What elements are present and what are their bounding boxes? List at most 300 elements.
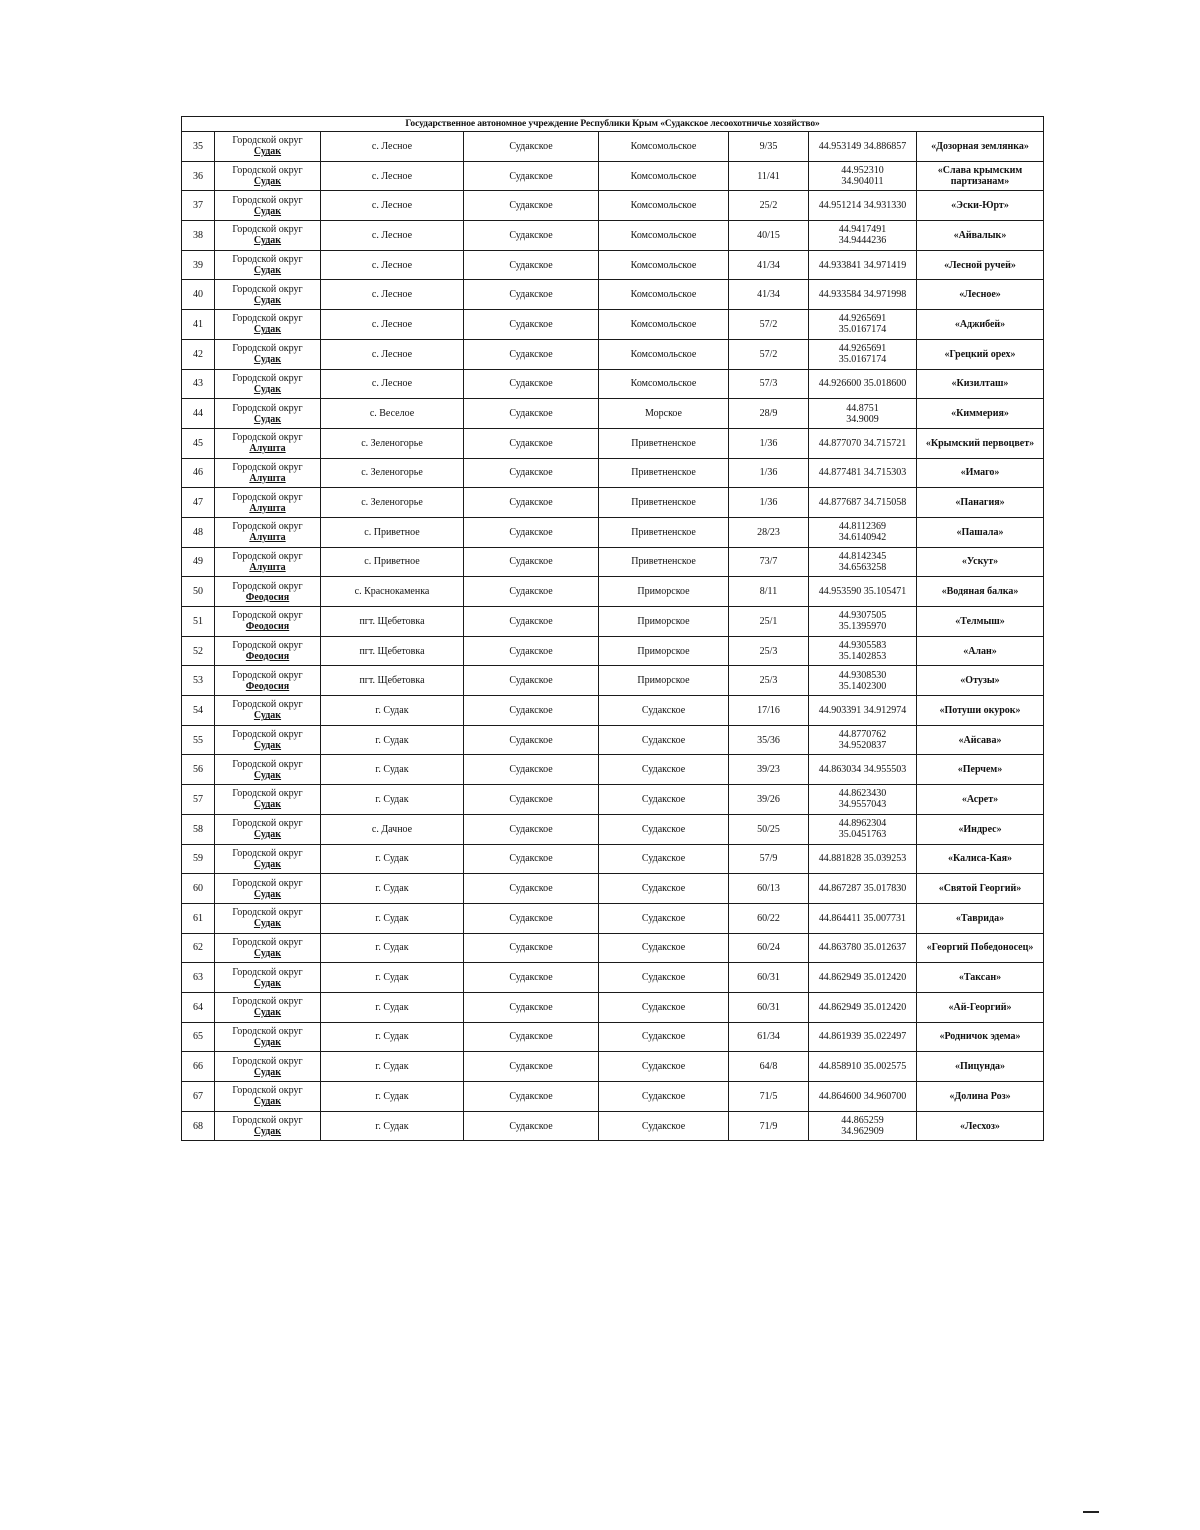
coordinate-line: 35.1402853 [838,651,887,663]
municipal-district-line: Судак [253,740,282,752]
table-row [182,488,1044,518]
table-row [182,1111,1044,1141]
municipal-district-line: Судак [253,1096,282,1108]
object-name [917,814,1044,844]
object-name [917,161,1044,191]
quarter: 57/2 [729,310,809,340]
object-name-line: «Лесное» [959,289,1001,301]
municipal-district [215,903,321,933]
forest-district: Судакское [599,696,729,726]
quarter: 60/22 [729,903,809,933]
object-name-line: «Святой Георгий» [938,883,1022,895]
municipal-district-line: Судак [253,146,282,158]
coordinates [809,517,917,547]
forestry: Судакское [464,874,599,904]
settlement: г. Судак [321,874,464,904]
coordinate-line: 44.8751 [846,402,879,414]
object-name [917,369,1044,399]
coordinate-line: 35.1402300 [838,680,887,692]
forestry: Судакское [464,696,599,726]
quarter: 41/34 [729,250,809,280]
forest-district: Приветненское [599,428,729,458]
table-row [182,339,1044,369]
coordinate-line: 34.9009 [846,413,879,425]
forestry: Судакское [464,428,599,458]
row-number: 42 [182,339,215,369]
settlement: с. Зеленогорье [321,428,464,458]
settlement: г. Судак [321,903,464,933]
municipal-district-line: Городской округ [232,729,303,741]
coordinate-line: 44.953590 35.105471 [818,586,907,598]
row-number: 39 [182,250,215,280]
municipal-district [215,458,321,488]
object-name [917,221,1044,251]
object-name-line: «Панагия» [955,497,1005,509]
municipal-district-line: Алушта [249,502,286,514]
object-name-line: «Телмыш» [955,615,1005,627]
forest-district: Комсомольское [599,280,729,310]
forestry: Судакское [464,1052,599,1082]
forestry: Судакское [464,666,599,696]
table-header-row [182,117,1044,132]
quarter: 25/2 [729,191,809,221]
forest-district: Приморское [599,577,729,607]
quarter: 60/31 [729,992,809,1022]
coordinate-line: 35.0167174 [838,354,887,366]
object-name-line: «Асрет» [961,793,999,805]
forestry: Судакское [464,814,599,844]
municipal-district-line: Судак [253,1126,282,1138]
coordinate-line: 44.861939 35.022497 [818,1031,907,1043]
settlement: г. Судак [321,963,464,993]
municipal-district [215,547,321,577]
table-row [182,903,1044,933]
object-name-line: «Родничок эдема» [939,1031,1021,1043]
municipal-district-line: Алушта [249,532,286,544]
municipal-district-line: Судак [253,324,282,336]
object-name-line: «Айсава» [958,734,1002,746]
coordinates [809,339,917,369]
settlement: г. Судак [321,696,464,726]
coordinate-line: 44.9265691 [838,343,887,355]
settlement: с. Приветное [321,547,464,577]
quarter: 60/31 [729,963,809,993]
municipal-district-line: Судак [253,888,282,900]
coordinate-line: 34.6140942 [838,532,887,544]
row-number: 64 [182,992,215,1022]
municipal-district-line: Городской округ [232,907,303,919]
coordinates [809,963,917,993]
municipal-district-line: Судак [253,769,282,781]
forestry: Судакское [464,755,599,785]
object-name-line: «Ай-Георгий» [948,1001,1012,1013]
forestry: Судакское [464,191,599,221]
municipal-district-line: Городской округ [232,966,303,978]
municipal-district [215,607,321,637]
forest-district: Судакское [599,725,729,755]
object-name [917,666,1044,696]
municipal-district [215,280,321,310]
quarter: 17/16 [729,696,809,726]
quarter: 41/34 [729,280,809,310]
settlement: г. Судак [321,992,464,1022]
coordinate-line: 34.9520837 [838,740,887,752]
quarter: 35/36 [729,725,809,755]
coordinate-line: 44.9308530 [838,669,887,681]
row-number: 45 [182,428,215,458]
coordinates [809,933,917,963]
object-name [917,844,1044,874]
forest-district: Приморское [599,607,729,637]
municipal-district [215,636,321,666]
coordinates [809,488,917,518]
coordinates [809,458,917,488]
forestry: Судакское [464,1082,599,1112]
municipal-district [215,221,321,251]
row-number: 65 [182,1022,215,1052]
municipal-district-line: Городской округ [232,550,303,562]
coordinates [809,874,917,904]
quarter: 28/23 [729,517,809,547]
coordinates [809,250,917,280]
settlement: с. Лесное [321,132,464,162]
forestry: Судакское [464,577,599,607]
object-name [917,874,1044,904]
coordinate-line: 44.8142345 [838,550,887,562]
municipal-district-line: Алушта [249,561,286,573]
municipal-district [215,963,321,993]
object-name [917,488,1044,518]
object-name-line: «Грецкий орех» [944,348,1016,360]
municipal-district-line: Городской округ [232,758,303,770]
object-name-line: «Айвалык» [953,229,1007,241]
municipal-district-line: Феодосия [245,651,290,663]
row-number: 50 [182,577,215,607]
municipal-district-line: Городской округ [232,1115,303,1127]
settlement: г. Судак [321,933,464,963]
municipal-district [215,1052,321,1082]
object-name [917,399,1044,429]
settlement: с. Лесное [321,221,464,251]
municipal-district-line: Городской округ [232,640,303,652]
coordinate-line: 34.962909 [841,1126,884,1138]
municipal-district [215,992,321,1022]
coordinate-line: 44.9417491 [838,224,887,236]
row-number: 55 [182,725,215,755]
table-row [182,517,1044,547]
forest-district: Комсомольское [599,250,729,280]
coordinate-line: 44.858910 35.002575 [818,1061,907,1073]
municipal-district [215,191,321,221]
municipal-district [215,517,321,547]
forest-district: Комсомольское [599,369,729,399]
settlement: с. Зеленогорье [321,488,464,518]
coordinates [809,1052,917,1082]
forestry: Судакское [464,963,599,993]
municipal-district-line: Городской округ [232,521,303,533]
row-number: 68 [182,1111,215,1141]
municipal-district-line: Городской округ [232,788,303,800]
object-name [917,428,1044,458]
table-row [182,1052,1044,1082]
coordinate-line: 44.926600 35.018600 [818,378,907,390]
municipal-district-line: Городской округ [232,313,303,325]
municipal-district [215,933,321,963]
table-row [182,547,1044,577]
municipal-district-line: Алушта [249,472,286,484]
row-number: 61 [182,903,215,933]
object-name [917,1111,1044,1141]
municipal-district-line: Городской округ [232,254,303,266]
municipal-district-line: Городской округ [232,996,303,1008]
object-name-line: «Таксан» [958,972,1002,984]
municipal-district-line: Городской округ [232,372,303,384]
settlement: г. Судак [321,785,464,815]
table-row [182,696,1044,726]
quarter: 50/25 [729,814,809,844]
forest-district: Судакское [599,874,729,904]
quarter: 11/41 [729,161,809,191]
municipal-district-line: Городской округ [232,580,303,592]
coordinates [809,369,917,399]
forestry: Судакское [464,221,599,251]
municipal-district-line: Судак [253,265,282,277]
municipal-district-line: Городской округ [232,877,303,889]
municipal-district-line: Городской округ [232,699,303,711]
coordinate-line: 44.864600 34.960700 [818,1090,907,1102]
municipal-district [215,874,321,904]
forest-district: Судакское [599,785,729,815]
forest-district: Приморское [599,666,729,696]
municipal-district [215,814,321,844]
object-name [917,191,1044,221]
settlement: с. Лесное [321,310,464,340]
row-number: 67 [182,1082,215,1112]
municipal-district-line: Судак [253,710,282,722]
quarter: 39/26 [729,785,809,815]
object-name-line: «Водяная балка» [941,586,1019,598]
forestry: Судакское [464,903,599,933]
forest-district: Судакское [599,903,729,933]
object-name-line: «Таврида» [955,912,1005,924]
municipal-district-line: Городской округ [232,818,303,830]
municipal-district-line: Судак [253,205,282,217]
coordinates [809,1082,917,1112]
forestry: Судакское [464,161,599,191]
quarter: 57/2 [729,339,809,369]
municipal-district-line: Городской округ [232,343,303,355]
quarter: 60/24 [729,933,809,963]
object-name-line: «Потуши окурок» [939,704,1021,716]
forestry: Судакское [464,369,599,399]
municipal-district-line: Городской округ [232,669,303,681]
object-name-line: «Калиса-Кая» [948,853,1012,865]
coordinate-line: 44.881828 35.039253 [818,853,907,865]
coordinates [809,755,917,785]
row-number: 53 [182,666,215,696]
object-name [917,636,1044,666]
object-name [917,696,1044,726]
forest-district: Судакское [599,844,729,874]
object-name [917,517,1044,547]
settlement: г. Судак [321,755,464,785]
municipal-district [215,250,321,280]
forest-district: Судакское [599,755,729,785]
object-name [917,963,1044,993]
coordinate-line: 44.9265691 [838,313,887,325]
municipal-district [215,1082,321,1112]
forest-district: Приморское [599,636,729,666]
municipal-district-line: Судак [253,799,282,811]
page-dash-mark [1083,1511,1099,1513]
settlement: г. Судак [321,844,464,874]
quarter: 64/8 [729,1052,809,1082]
municipal-district [215,369,321,399]
municipal-district-line: Городской округ [232,135,303,147]
coordinates [809,547,917,577]
object-name-line: «Аджибей» [954,318,1006,330]
quarter: 71/5 [729,1082,809,1112]
quarter: 25/1 [729,607,809,637]
settlement: с. Лесное [321,191,464,221]
table-row [182,458,1044,488]
object-name [917,992,1044,1022]
coordinates [809,310,917,340]
row-number: 62 [182,933,215,963]
municipal-district-line: Городской округ [232,847,303,859]
forest-district: Судакское [599,1052,729,1082]
forest-district: Комсомольское [599,191,729,221]
municipal-district [215,666,321,696]
settlement: г. Судак [321,1052,464,1082]
coordinates [809,844,917,874]
municipal-district [215,399,321,429]
row-number: 35 [182,132,215,162]
row-number: 66 [182,1052,215,1082]
table-row [182,191,1044,221]
municipal-district-line: Судак [253,354,282,366]
object-name-line: «Лесхоз» [960,1120,1000,1132]
forestry: Судакское [464,488,599,518]
quarter: 28/9 [729,399,809,429]
forest-district: Судакское [599,1111,729,1141]
object-name-line: «Георгий Победоносец» [926,942,1034,954]
row-number: 57 [182,785,215,815]
coordinates [809,428,917,458]
row-number: 60 [182,874,215,904]
coordinate-line: 34.9557043 [838,799,887,811]
forestry: Судакское [464,458,599,488]
municipal-district-line: Городской округ [232,491,303,503]
forestry: Судакское [464,250,599,280]
object-name-line: «Киммерия» [951,408,1009,420]
coordinate-line: 44.933584 34.971998 [818,289,907,301]
forest-district: Судакское [599,992,729,1022]
municipal-district [215,339,321,369]
table-row [182,428,1044,458]
coordinates [809,814,917,844]
settlement: с. Лесное [321,339,464,369]
table-row [182,280,1044,310]
forest-district: Морское [599,399,729,429]
object-name-line: «Отузы» [960,675,1000,687]
settlement: пгт. Щебетовка [321,607,464,637]
coordinates [809,577,917,607]
object-name [917,280,1044,310]
quarter: 1/36 [729,488,809,518]
object-name-line: «Пашала» [956,526,1004,538]
object-name [917,755,1044,785]
table-row [182,1022,1044,1052]
row-number: 63 [182,963,215,993]
object-name-line: «Перчем» [957,764,1003,776]
municipal-district-line: Городской округ [232,283,303,295]
forest-district: Судакское [599,933,729,963]
object-name [917,1052,1044,1082]
municipal-district [215,785,321,815]
municipal-district [215,844,321,874]
settlement: с. Веселое [321,399,464,429]
coordinates [809,992,917,1022]
row-number: 36 [182,161,215,191]
coordinate-line: 44.8962304 [838,818,887,830]
settlement: с. Дачное [321,814,464,844]
coordinates [809,903,917,933]
municipal-district [215,132,321,162]
coordinate-line: 44.877481 34.715303 [818,467,907,479]
forest-district: Судакское [599,814,729,844]
object-name [917,1022,1044,1052]
quarter: 1/36 [729,428,809,458]
municipal-district-line: Городской округ [232,165,303,177]
table-row [182,399,1044,429]
municipal-district-line: Городской округ [232,936,303,948]
table-row [182,1082,1044,1112]
municipal-district [215,1111,321,1141]
forest-district: Комсомольское [599,221,729,251]
municipal-district-line: Феодосия [245,621,290,633]
quarter: 39/23 [729,755,809,785]
object-name-line: «Дозорная землянка» [931,140,1029,152]
municipal-district-line: Городской округ [232,224,303,236]
forest-district: Комсомольское [599,339,729,369]
organization-header: Государственное автономное учреждение Республики Крым «Судакское лесоохотничье хозяйство» [182,117,1044,132]
row-number: 38 [182,221,215,251]
settlement: пгт. Щебетовка [321,636,464,666]
municipal-district-line: Городской округ [232,461,303,473]
table-row [182,933,1044,963]
object-name-line: «Индрес» [958,823,1002,835]
forestry: Судакское [464,399,599,429]
municipal-district [215,696,321,726]
forest-district: Судакское [599,963,729,993]
table-row [182,577,1044,607]
object-name [917,250,1044,280]
municipal-district [215,1022,321,1052]
settlement: с. Краснокаменка [321,577,464,607]
quarter: 57/9 [729,844,809,874]
row-number: 52 [182,636,215,666]
coordinate-line: 44.8623430 [838,788,887,800]
object-name-line: «Имаго» [960,467,1000,479]
coordinates [809,696,917,726]
municipal-district-line: Феодосия [245,591,290,603]
table-row [182,250,1044,280]
quarter: 1/36 [729,458,809,488]
coordinate-line: 44.863780 35.012637 [818,942,907,954]
municipal-district [215,725,321,755]
settlement: г. Судак [321,725,464,755]
